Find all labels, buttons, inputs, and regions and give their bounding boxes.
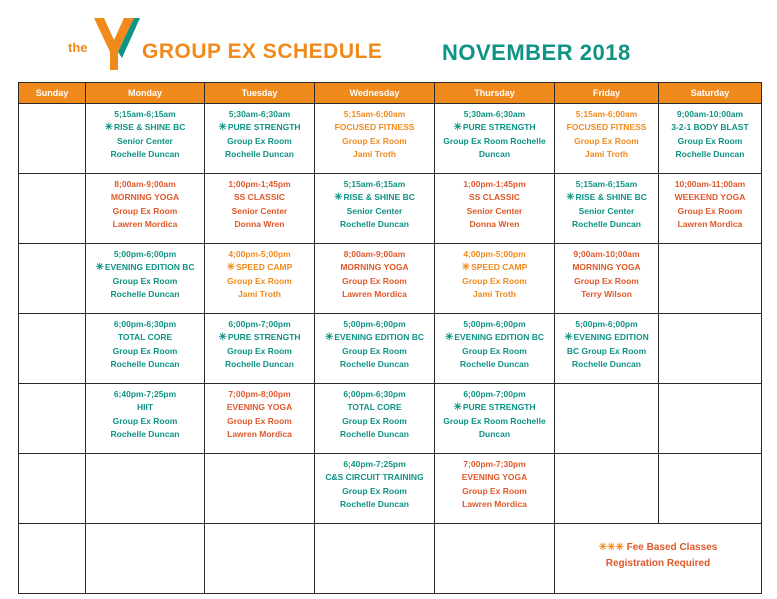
class-room: Group Ex Room xyxy=(342,345,407,356)
class-name: SPEED CAMP xyxy=(236,262,293,273)
class-instructor: Rochelle Duncan xyxy=(110,358,180,369)
class-instructor: Rochelle Duncan xyxy=(675,148,745,159)
class-name: RISE & SHINE BC xyxy=(343,192,415,203)
class-name: SS CLASSIC xyxy=(233,192,285,203)
class-instructor: Rochelle Duncan xyxy=(340,498,409,509)
class-instructor: Donna Wren xyxy=(469,218,520,229)
class-name: EVENING YOGA xyxy=(226,402,293,413)
class-name-line xyxy=(660,191,760,204)
class-instructor: Lawren Mordica xyxy=(227,428,292,439)
schedule-cell xyxy=(205,454,315,524)
class-name-line xyxy=(316,401,433,414)
class-name: EVENING EDITION xyxy=(573,332,649,343)
page-title: GROUP EX SCHEDULE xyxy=(142,40,383,63)
class-name-line xyxy=(87,401,203,414)
class-entry xyxy=(556,318,657,371)
asterisk-icon: ✳ xyxy=(461,262,471,274)
class-room: Group Ex Room xyxy=(112,275,178,286)
class-room: Group Ex Room xyxy=(112,415,178,426)
schedule-cell xyxy=(86,454,205,524)
class-entry xyxy=(436,458,553,511)
class-name: RISE & SHINE BC xyxy=(114,122,186,133)
fee-note-cell xyxy=(555,524,762,594)
class-instructor: Terry Wilson xyxy=(581,288,632,299)
class-instructor: Rochelle Duncan xyxy=(110,288,180,299)
class-cell xyxy=(435,174,555,244)
class-entry xyxy=(87,178,203,231)
class-room: Senior Center xyxy=(117,135,173,146)
class-name: C&S CIRCUIT TRAINING xyxy=(325,472,424,483)
class-cell xyxy=(86,244,205,314)
asterisk-icon: ✳ xyxy=(218,332,227,344)
class-instructor: Lawren Mordica xyxy=(112,218,178,229)
class-cell xyxy=(555,244,659,314)
class-name: PURE STRENGTH xyxy=(227,122,301,133)
class-room: Group Ex Room xyxy=(112,205,178,216)
class-room: Group Ex Room Rochelle xyxy=(443,415,546,426)
class-room: Group Ex Room xyxy=(342,415,407,426)
class-entry xyxy=(316,318,433,371)
class-entry xyxy=(436,248,553,301)
class-name-line xyxy=(436,261,553,274)
class-instructor: Rochelle Duncan xyxy=(572,358,641,369)
class-cell xyxy=(205,384,315,454)
class-name: PURE STRENGTH xyxy=(462,402,536,413)
class-entry xyxy=(556,178,657,231)
class-instructor: Duncan xyxy=(478,428,511,439)
asterisk-icon: ✳ xyxy=(444,332,454,344)
class-room: Group Ex Room Rochelle xyxy=(443,135,546,146)
asterisk-icon: ✳ xyxy=(104,122,114,134)
class-instructor: Lawren Mordica xyxy=(677,218,743,229)
class-instructor: Jami Troth xyxy=(353,148,396,159)
asterisk-icon: ✳ xyxy=(218,122,227,134)
class-time: 1;00pm-1;45pm xyxy=(463,179,526,189)
class-name: SS CLASSIC xyxy=(468,192,520,203)
class-cell xyxy=(315,104,435,174)
class-time: 6;00pm-7;00pm xyxy=(228,319,291,329)
class-name-line xyxy=(316,261,433,274)
class-entry xyxy=(436,178,553,231)
class-instructor: Rochelle Duncan xyxy=(110,428,180,439)
class-time: 5;15am-6;15am xyxy=(343,179,406,189)
schedule-cell xyxy=(659,244,762,314)
class-name-line xyxy=(436,191,553,204)
class-entry xyxy=(87,388,203,441)
class-time: 6;00pm-6;30pm xyxy=(343,389,406,399)
schedule-cell xyxy=(659,314,762,384)
class-name: WEEKEND YOGA xyxy=(674,192,746,203)
class-time: 8;00am-9;00am xyxy=(114,179,176,189)
class-name: EVENING EDITION BC xyxy=(334,332,425,343)
class-instructor: Jami Troth xyxy=(238,288,281,299)
schedule-row xyxy=(19,454,762,524)
class-entry xyxy=(316,108,433,161)
schedule-cell xyxy=(205,524,315,594)
class-entry xyxy=(206,388,313,441)
class-name-line xyxy=(556,121,657,134)
class-entry xyxy=(206,318,313,371)
class-time: 7;00pm-8;00pm xyxy=(228,389,291,399)
class-name-line xyxy=(436,331,553,344)
class-time: 5;15am-6;00am xyxy=(575,109,638,119)
schedule-cell xyxy=(19,244,86,314)
class-room: Group Ex Room xyxy=(342,275,407,286)
class-name-line xyxy=(660,121,760,134)
schedule-cell xyxy=(19,384,86,454)
class-name: EVENING EDITION BC xyxy=(104,262,195,273)
class-entry xyxy=(316,388,433,441)
schedule-row xyxy=(19,104,762,174)
logo-text: the xyxy=(68,40,88,55)
class-name-line xyxy=(316,331,433,344)
asterisk-icon: ✳ xyxy=(453,122,462,134)
class-cell xyxy=(315,384,435,454)
schedule-cell xyxy=(659,384,762,454)
class-cell xyxy=(315,454,435,524)
class-cell xyxy=(659,174,762,244)
class-name-line xyxy=(436,121,553,134)
day-header-sunday: Sunday xyxy=(19,83,86,104)
class-cell xyxy=(205,244,315,314)
class-cell xyxy=(315,314,435,384)
class-entry xyxy=(206,108,313,161)
class-room: Group Ex Room xyxy=(112,345,178,356)
class-name: TOTAL CORE xyxy=(347,402,402,413)
class-name-line xyxy=(556,331,657,344)
day-header-saturday: Saturday xyxy=(659,83,762,104)
class-name: 3-2-1 BODY BLAST xyxy=(671,122,749,133)
class-entry xyxy=(556,108,657,161)
class-cell xyxy=(435,244,555,314)
class-room: Group Ex Room xyxy=(227,415,292,426)
schedule-cell xyxy=(659,454,762,524)
class-name-line xyxy=(556,191,657,204)
day-header-wednesday: Wednesday xyxy=(315,83,435,104)
class-time: 5;15am-6;15am xyxy=(575,179,638,189)
class-name: MORNING YOGA xyxy=(340,262,409,273)
schedule-cell xyxy=(19,314,86,384)
class-instructor: Rochelle Duncan xyxy=(572,218,641,229)
class-instructor: Lawren Mordica xyxy=(462,498,527,509)
class-entry xyxy=(206,248,313,301)
class-room: Senior Center xyxy=(346,205,403,216)
fee-line-2: Registration Required xyxy=(605,558,711,569)
asterisk-icon: ✳✳✳ xyxy=(598,542,624,553)
class-entry xyxy=(436,108,553,161)
class-instructor: Rochelle Duncan xyxy=(340,218,409,229)
class-entry xyxy=(316,178,433,231)
schedule-row xyxy=(19,174,762,244)
class-cell xyxy=(555,104,659,174)
day-header-monday: Monday xyxy=(86,83,205,104)
class-name: RISE & SHINE BC xyxy=(575,192,647,203)
class-time: 5;00pm-6;00pm xyxy=(113,249,177,259)
class-room: Group Ex Room xyxy=(462,345,527,356)
asterisk-icon: ✳ xyxy=(334,192,343,204)
class-time: 4;00pm-5;00pm xyxy=(463,249,526,259)
day-header-friday: Friday xyxy=(555,83,659,104)
class-name-line xyxy=(206,331,313,344)
asterisk-icon: ✳ xyxy=(95,262,104,274)
class-cell xyxy=(435,384,555,454)
class-instructor: Rochelle Duncan xyxy=(225,148,294,159)
class-cell xyxy=(205,174,315,244)
class-cell xyxy=(659,104,762,174)
class-name: TOTAL CORE xyxy=(117,332,173,343)
class-room: Group Ex Room xyxy=(227,135,292,146)
class-time: 9;00am-10;00am xyxy=(573,249,640,259)
class-time: 5;00pm-6;00pm xyxy=(343,319,406,329)
class-time: 5;15am-6;00am xyxy=(343,109,406,119)
schedule-cell xyxy=(19,174,86,244)
schedule-row xyxy=(19,244,762,314)
class-name-line xyxy=(316,121,433,134)
class-entry xyxy=(436,318,553,371)
class-name: HIIT xyxy=(136,402,154,413)
class-instructor: Jami Troth xyxy=(473,288,516,299)
class-entry xyxy=(316,248,433,301)
class-entry xyxy=(660,178,760,231)
asterisk-icon: ✳ xyxy=(226,262,236,274)
schedule-cell xyxy=(86,524,205,594)
class-instructor: Donna Wren xyxy=(234,218,285,229)
class-instructor: Rochelle Duncan xyxy=(460,358,529,369)
class-time: 7;00pm-7;30pm xyxy=(463,459,526,469)
class-room: Group Ex Room xyxy=(342,485,407,496)
class-cell xyxy=(86,174,205,244)
asterisk-icon: ✳ xyxy=(324,332,334,344)
class-room: Group Ex Room xyxy=(462,275,527,286)
class-entry xyxy=(436,388,553,441)
class-time: 6;00pm-7;00pm xyxy=(463,389,526,399)
class-name-line xyxy=(206,121,313,134)
class-time: 6;40pm-7;25pm xyxy=(343,459,406,469)
class-room: Senior Center xyxy=(578,205,635,216)
class-cell xyxy=(315,244,435,314)
class-name-line xyxy=(206,191,313,204)
class-name-line xyxy=(316,471,433,484)
fee-note xyxy=(556,540,760,572)
class-time: 5;15am-6;15am xyxy=(114,109,176,119)
class-name: MORNING YOGA xyxy=(572,262,641,273)
class-name: EVENING YOGA xyxy=(461,472,528,483)
schedule-cell xyxy=(555,384,659,454)
day-header-tuesday: Tuesday xyxy=(205,83,315,104)
schedule-table xyxy=(18,82,762,594)
class-name: EVENING EDITION BC xyxy=(454,332,545,343)
class-name-line xyxy=(556,261,657,274)
class-room: Group Ex Room xyxy=(227,345,292,356)
class-name: SPEED CAMP xyxy=(471,262,528,273)
schedule-row xyxy=(19,384,762,454)
class-room: BC Group Ex Room xyxy=(566,345,647,356)
class-instructor: Jami Troth xyxy=(585,148,628,159)
class-cell xyxy=(555,174,659,244)
class-room: Group Ex Room xyxy=(462,485,527,496)
class-cell xyxy=(205,314,315,384)
class-name: FOCUSED FITNESS xyxy=(334,122,415,133)
class-cell xyxy=(435,104,555,174)
class-time: 6;40pm-7;25pm xyxy=(113,389,177,399)
class-name-line xyxy=(436,471,553,484)
class-cell xyxy=(435,454,555,524)
class-time: 6;00pm-6;30pm xyxy=(113,319,177,329)
schedule-cell xyxy=(19,524,86,594)
fee-line-1: Fee Based Classes xyxy=(626,542,718,553)
class-room: Senior Center xyxy=(466,205,523,216)
schedule-cell xyxy=(19,104,86,174)
class-time: 8;00am-9;00am xyxy=(343,249,406,259)
schedule-cell xyxy=(19,454,86,524)
class-cell xyxy=(555,314,659,384)
class-name-line xyxy=(87,261,203,274)
class-room: Group Ex Room xyxy=(227,275,292,286)
class-room: Group Ex Room xyxy=(574,275,639,286)
class-room: Group Ex Room xyxy=(677,135,743,146)
class-cell xyxy=(205,104,315,174)
class-cell xyxy=(86,384,205,454)
month-title: NOVEMBER 2018 xyxy=(442,40,631,65)
class-time: 1;00pm-1;45pm xyxy=(228,179,291,189)
class-entry xyxy=(556,248,657,301)
class-entry xyxy=(660,108,760,161)
day-header-row xyxy=(19,83,762,104)
schedule-row xyxy=(19,524,762,594)
class-room: Senior Center xyxy=(231,205,288,216)
class-cell xyxy=(86,104,205,174)
asterisk-icon: ✳ xyxy=(564,332,573,344)
schedule-cell xyxy=(435,524,555,594)
class-instructor: Rochelle Duncan xyxy=(340,428,409,439)
class-name: PURE STRENGTH xyxy=(227,332,301,343)
class-time: 5;30am-6;30am xyxy=(228,109,291,119)
class-cell xyxy=(435,314,555,384)
asterisk-icon: ✳ xyxy=(566,192,575,204)
class-name-line xyxy=(316,191,433,204)
class-room: Group Ex Room xyxy=(574,135,639,146)
class-cell xyxy=(86,314,205,384)
class-name-line xyxy=(206,261,313,274)
class-entry xyxy=(87,108,203,161)
class-instructor: Lawren Mordica xyxy=(342,288,407,299)
schedule-cell xyxy=(555,454,659,524)
class-time: 5;00pm-6;00pm xyxy=(463,319,526,329)
class-name-line xyxy=(206,401,313,414)
day-header-thursday: Thursday xyxy=(435,83,555,104)
asterisk-icon: ✳ xyxy=(453,402,462,414)
schedule-row xyxy=(19,314,762,384)
class-time: 4;00pm-5;00pm xyxy=(228,249,291,259)
class-entry xyxy=(206,178,313,231)
class-time: 5;30am-6;30am xyxy=(463,109,526,119)
class-name: MORNING YOGA xyxy=(110,192,180,203)
class-time: 5;00pm-6;00pm xyxy=(575,319,638,329)
class-instructor: Rochelle Duncan xyxy=(110,148,180,159)
class-name-line xyxy=(87,191,203,204)
class-time: 9;00am-10;00am xyxy=(676,109,744,119)
class-name-line xyxy=(87,121,203,134)
class-room: Group Ex Room xyxy=(677,205,743,216)
class-cell xyxy=(315,174,435,244)
class-name: FOCUSED FITNESS xyxy=(566,122,647,133)
class-instructor: Rochelle Duncan xyxy=(340,358,409,369)
class-name: PURE STRENGTH xyxy=(462,122,536,133)
class-instructor: Duncan xyxy=(478,148,511,159)
class-name-line xyxy=(87,331,203,344)
schedule-cell xyxy=(315,524,435,594)
class-name-line xyxy=(436,401,553,414)
class-entry xyxy=(87,248,203,301)
class-entry xyxy=(316,458,433,511)
class-instructor: Rochelle Duncan xyxy=(225,358,294,369)
class-room: Group Ex Room xyxy=(342,135,407,146)
class-time: 10;00am-11;00am xyxy=(674,179,746,189)
class-entry xyxy=(87,318,203,371)
